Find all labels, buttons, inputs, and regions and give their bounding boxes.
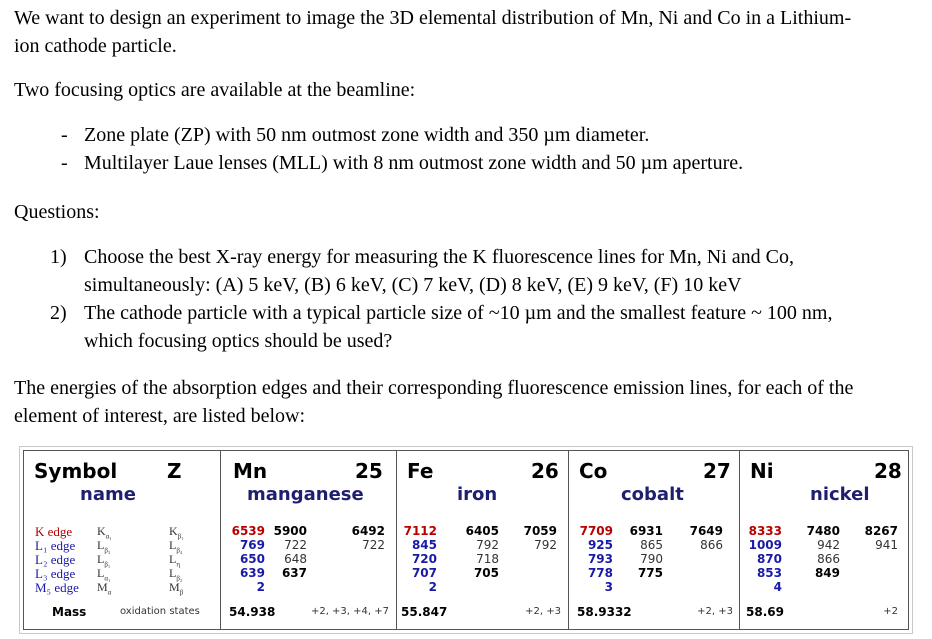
optics-item-mll — [0, 149, 932, 177]
legend-name: name — [80, 484, 136, 505]
element-cell-mn — [221, 451, 397, 629]
question-1-line-1: Choose the best X-ray energy for measuring the K fluorescence lines for Mn, Ni and Co, — [84, 246, 794, 268]
legend-line-a-4: $M_\alpha$ — [97, 580, 112, 597]
line-b-value: 866 — [700, 538, 723, 552]
element-mass: 55.847 — [401, 605, 448, 619]
line-a-value: 6931 — [629, 524, 663, 538]
k-edge-value: 6539 — [231, 524, 265, 538]
optics-intro: Two focusing optics are available at the beamline: — [14, 79, 416, 101]
element-symbol: Mn — [233, 459, 268, 483]
legend-symbol: Symbol — [34, 459, 118, 483]
line-a-value: 648 — [284, 552, 307, 566]
element-oxidation: +2, +3 — [525, 606, 561, 617]
legend-line-b-3: $L_{\beta_2}$ — [169, 566, 183, 583]
element-mass: 54.938 — [229, 605, 276, 619]
table-intro-line-2: element of interest, are listed below: — [14, 405, 306, 427]
line-a-value: 865 — [640, 538, 663, 552]
element-name: manganese — [247, 484, 364, 505]
optics-zp-text: Zone plate (ZP) with 50 nm outmost zone width and 350 µm diameter. — [84, 124, 650, 146]
element-symbol: Co — [579, 459, 608, 483]
l3-edge-value: 639 — [239, 566, 265, 580]
l2-edge-value: 870 — [756, 552, 782, 566]
element-mass: 58.9332 — [577, 605, 632, 619]
line-a-value: 792 — [476, 538, 499, 552]
line-a-value: 6405 — [465, 524, 499, 538]
l1-edge-value: 845 — [411, 538, 437, 552]
m5-edge-value: 3 — [604, 580, 613, 594]
legend-line-a-0: $K_{\alpha_1}$ — [97, 524, 112, 541]
line-a-value: 942 — [817, 538, 840, 552]
l2-edge-value: 650 — [239, 552, 265, 566]
element-z: 25 — [355, 459, 383, 483]
question-2 — [0, 299, 932, 355]
line-b-value: 8267 — [864, 524, 898, 538]
l1-edge-value: 1009 — [748, 538, 782, 552]
element-symbol: Fe — [407, 459, 434, 483]
question-number: 1) — [50, 246, 67, 268]
legend-line-a-1: $L_{\beta_3}$ — [97, 538, 111, 555]
legend-z: Z — [167, 459, 182, 483]
element-name: iron — [457, 484, 498, 505]
line-a-value: 718 — [476, 552, 499, 566]
l2-edge-value: 720 — [411, 552, 437, 566]
legend-edge-l3: L₃ edge — [35, 566, 76, 581]
m5-edge-value: 2 — [428, 580, 437, 594]
l3-edge-value: 778 — [587, 566, 613, 580]
m5-edge-value: 4 — [773, 580, 782, 594]
element-cell-ni — [740, 451, 908, 629]
element-name: cobalt — [621, 484, 684, 505]
table-intro-line-1: The energies of the absorption edges and their corresponding fluorescence emission lines, for each of the — [14, 377, 854, 399]
element-table-inner — [23, 450, 909, 630]
element-z: 28 — [874, 459, 902, 483]
legend-cell — [24, 451, 221, 629]
element-table — [19, 446, 913, 634]
k-edge-value: 7709 — [579, 524, 613, 538]
l3-edge-value: 853 — [756, 566, 782, 580]
legend-edge-m5: M₅ edge — [35, 580, 79, 595]
intro-line-2: ion cathode particle. — [14, 35, 177, 57]
element-oxidation: +2 — [883, 606, 898, 617]
element-oxidation: +2, +3, +4, +7 — [310, 606, 389, 617]
l3-edge-value: 707 — [411, 566, 437, 580]
dash: - — [61, 124, 68, 146]
legend-line-b-2: $L_\eta$ — [169, 552, 181, 569]
l1-edge-value: 769 — [239, 538, 265, 552]
legend-line-b-1: $L_{\beta_4}$ — [169, 538, 183, 555]
legend-line-a-2: $L_{\beta_1}$ — [97, 552, 111, 569]
line-a-value: 790 — [640, 552, 663, 566]
question-1 — [0, 243, 932, 299]
line-b-value: 7649 — [689, 524, 723, 538]
element-z: 27 — [703, 459, 731, 483]
dash: - — [61, 152, 68, 174]
line-a-value: 775 — [637, 566, 663, 580]
line-a-value: 637 — [281, 566, 307, 580]
question-2-line-1: The cathode particle with a typical particle size of ~10 µm and the smallest feature ~ 100 nm, — [84, 302, 833, 324]
line-a-value: 705 — [473, 566, 499, 580]
element-oxidation: +2, +3 — [697, 606, 733, 617]
element-cell-fe — [397, 451, 569, 629]
optics-item-zp — [0, 121, 932, 149]
m5-edge-value: 2 — [256, 580, 265, 594]
line-b-value: 7059 — [523, 524, 557, 538]
element-cell-co — [569, 451, 740, 629]
line-a-value: 7480 — [806, 524, 840, 538]
legend-line-b-0: $K_{\beta_1}$ — [169, 524, 184, 541]
l2-edge-value: 793 — [587, 552, 613, 566]
question-number: 2) — [50, 302, 67, 324]
question-1-line-2: simultaneously: (A) 5 keV, (B) 6 keV, (C) 7 keV, (D) 8 keV, (E) 9 keV, (F) 10 keV — [84, 274, 742, 296]
element-mass: 58.69 — [746, 605, 784, 619]
questions-heading: Questions: — [14, 201, 100, 223]
element-symbol: Ni — [750, 459, 774, 483]
element-name: nickel — [810, 484, 870, 505]
line-b-value: 6492 — [351, 524, 385, 538]
question-2-line-2: which focusing optics should be used? — [84, 330, 393, 352]
line-a-value: 866 — [817, 552, 840, 566]
k-edge-value: 8333 — [748, 524, 782, 538]
legend-line-b-4: $M_\beta$ — [169, 580, 184, 597]
line-b-value: 941 — [875, 538, 898, 552]
legend-mass: Mass — [52, 605, 87, 619]
intro-line-1: We want to design an experiment to image the 3D elemental distribution of Mn, Ni and Co in a Lithium- — [14, 7, 852, 29]
line-b-value: 792 — [534, 538, 557, 552]
line-a-value: 722 — [284, 538, 307, 552]
l1-edge-value: 925 — [587, 538, 613, 552]
k-edge-value: 7112 — [403, 524, 437, 538]
legend-line-a-3: $L_{\alpha_1}$ — [97, 566, 111, 583]
line-a-value: 5900 — [273, 524, 307, 538]
legend-oxidation: oxidation states — [120, 606, 200, 617]
legend-edge-l2: L₂ edge — [35, 552, 76, 567]
element-z: 26 — [531, 459, 559, 483]
legend-edge-l1: L₁ edge — [35, 538, 76, 553]
line-a-value: 849 — [814, 566, 840, 580]
legend-edge-k: K edge — [35, 524, 73, 539]
optics-mll-text: Multilayer Laue lenses (MLL) with 8 nm outmost zone width and 50 µm aperture. — [84, 152, 744, 174]
line-b-value: 722 — [362, 538, 385, 552]
